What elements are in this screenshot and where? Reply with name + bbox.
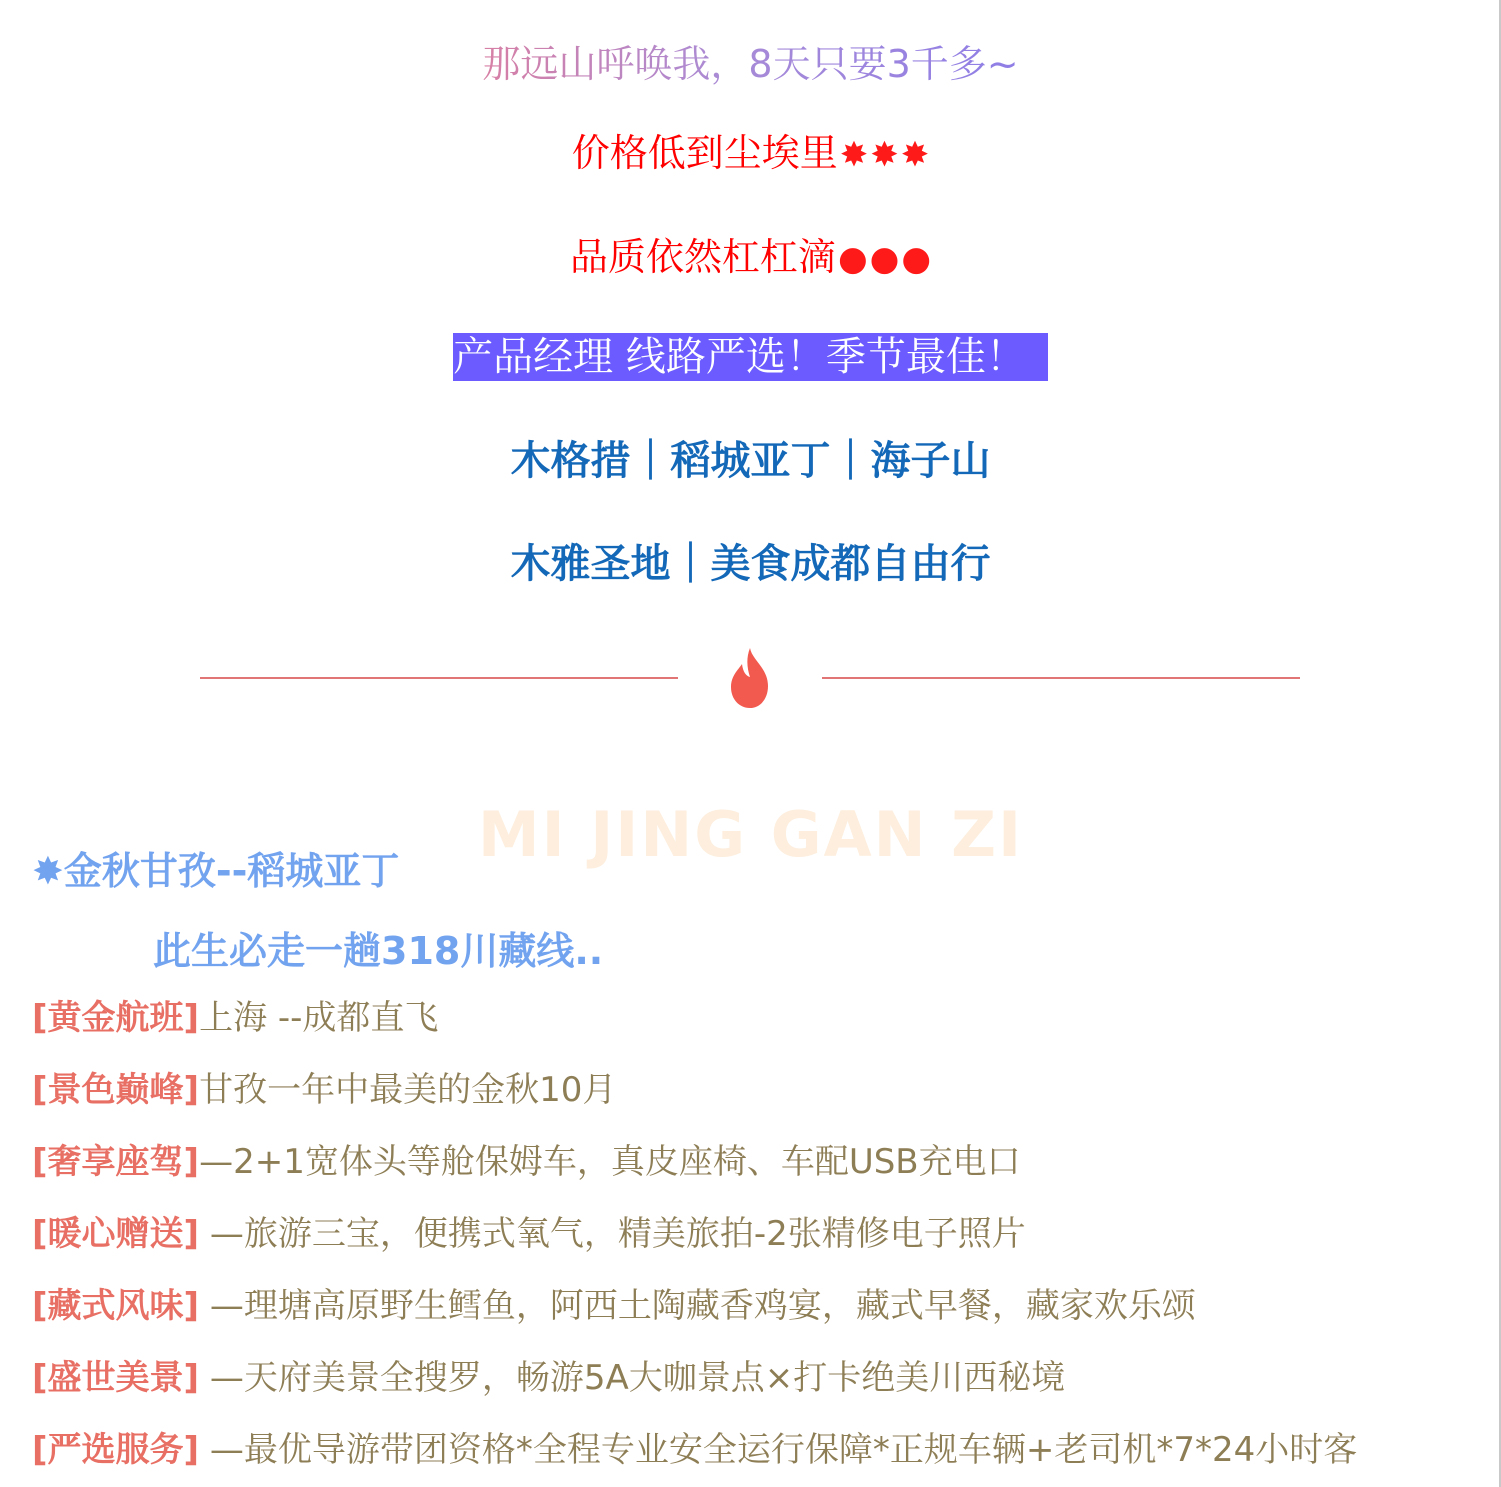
watermark: MI JING GAN ZI (477, 798, 1024, 871)
feature-tag: [暖心赠送] (32, 1214, 200, 1254)
section-subtitle: 此生必走一趟318川藏线.. (153, 929, 604, 973)
fire-drop-icon: ● (869, 239, 900, 279)
feature-text: —天府美景全搜罗，畅游5A大咖景点×打卡绝美川西秘境 (199, 1358, 1066, 1398)
explosion-burst-icon: ✸ (870, 135, 899, 175)
feature-tag: [藏式风味] (32, 1286, 200, 1326)
divider-left (200, 677, 678, 679)
fire-drop-icon: ● (838, 239, 868, 279)
section-title (32, 840, 399, 895)
divider-right (822, 677, 1300, 679)
explosion-burst-icon: ✸ (900, 135, 930, 175)
feature-item (32, 998, 438, 1039)
section-title-text: 金秋甘孜--稻城亚丁 (63, 849, 400, 893)
quality-line (0, 235, 1501, 281)
feature-tag: [严选服务] (32, 1430, 200, 1470)
explosion-burst-icon: ✸ (32, 849, 64, 893)
explosion-burst-icon: ✸ (839, 135, 869, 175)
feature-item (32, 1070, 616, 1111)
feature-text: 上海 --成都直飞 (199, 998, 439, 1038)
feature-text: —最优导游带团资格*全程专业安全运行保障*正规车辆+老司机*7*24小时客 (199, 1430, 1358, 1470)
destinations-text-2: 木雅圣地｜美食成都自由行 (510, 541, 991, 587)
flame-icon (724, 646, 776, 710)
highlight-text: 产品经理 线路严选！季节最佳！ (453, 333, 1048, 381)
feature-text: —2+1宽体头等舱保姆车，真皮座椅、车配USB充电口 (199, 1142, 1021, 1182)
feature-tag: [盛世美景] (32, 1358, 200, 1398)
feature-item (32, 1142, 1021, 1183)
destinations-text-1: 木格措｜稻城亚丁｜海子山 (510, 438, 991, 484)
feature-tag: [奢享座驾] (32, 1142, 200, 1182)
feature-tag: [黄金航班] (32, 998, 200, 1038)
feature-tag: [景色巅峰] (32, 1070, 200, 1110)
feature-text: 甘孜一年中最美的金秋10月 (199, 1070, 617, 1110)
destinations-line-1 (0, 437, 1501, 485)
feature-item (32, 1214, 1026, 1255)
highlight-line (0, 333, 1501, 381)
feature-item (32, 1358, 1065, 1399)
destinations-line-2 (0, 540, 1501, 588)
quality-text: 品质依然杠杠滴 (569, 235, 836, 279)
feature-text: —理塘高原野生鳕鱼，阿西土陶藏香鸡宴，藏式早餐，藏家欢乐颂 (199, 1286, 1196, 1326)
slogan-text: 那远山呼唤我，8天只要3千多~ (482, 42, 1019, 86)
price-text: 价格低到尘埃里 (571, 131, 838, 175)
feature-item (32, 1286, 1196, 1327)
feature-item (32, 1430, 1357, 1471)
fire-drop-icon: ● (901, 239, 932, 279)
price-line (0, 131, 1501, 177)
feature-text: —旅游三宝，便携式氧气，精美旅拍-2张精修电子照片 (199, 1214, 1026, 1254)
slogan-line (0, 42, 1501, 88)
